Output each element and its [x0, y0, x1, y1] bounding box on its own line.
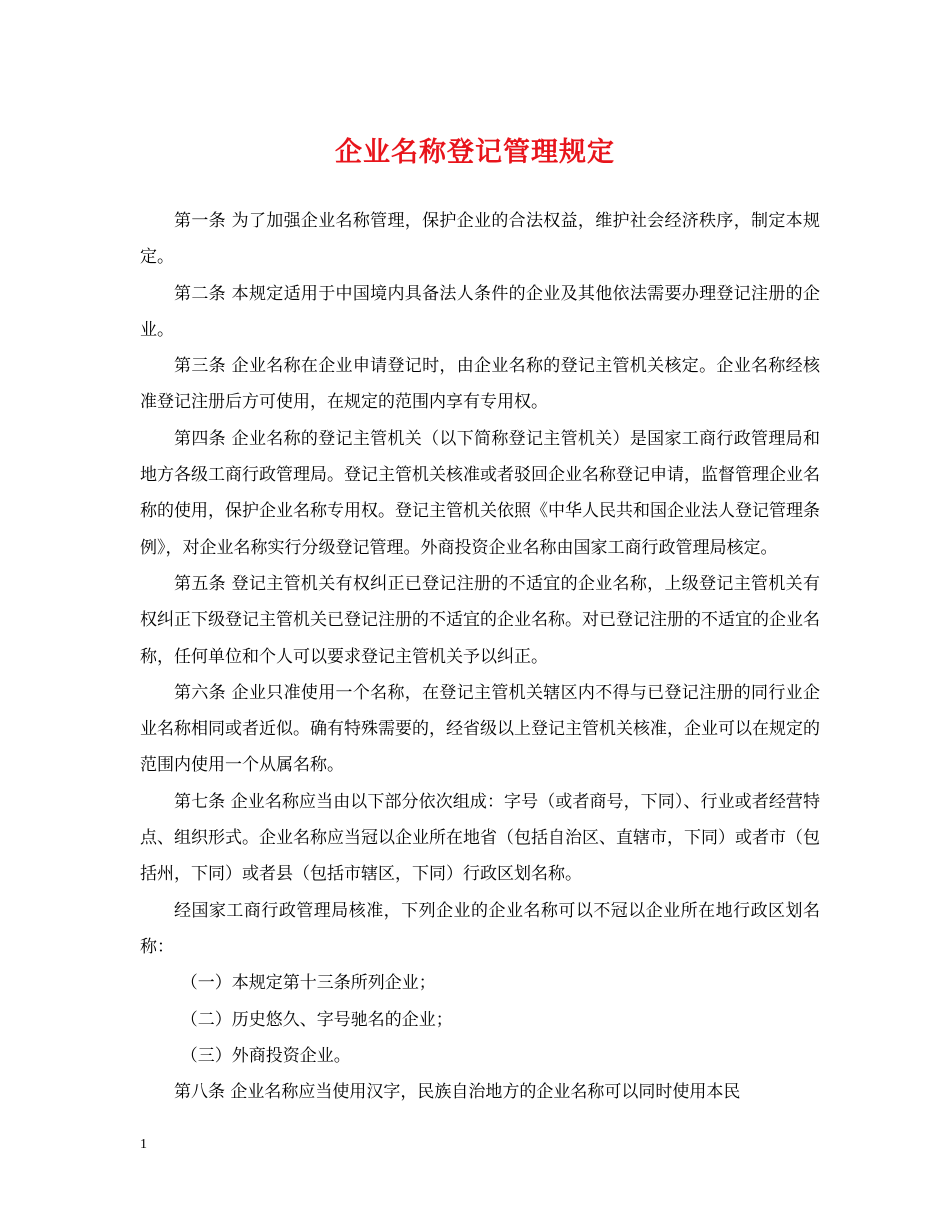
page-number: 1: [140, 1137, 147, 1152]
article-1: 第一条 为了加强企业名称管理，保护企业的合法权益，维护社会经济秩序，制定本规定。: [140, 211, 820, 268]
article-5: 第五条 登记主管机关有权纠正已登记注册的不适宜的企业名称，上级登记主管机关有权纠正下级登记主管机关已登记注册的不适宜的企业名称。对已登记注册的不适宜的企业名称，任何单位和个人可以要求登记主管机关予以纠正。: [140, 573, 820, 667]
list-item-1: （一）本规定第十三条所列企业；: [180, 973, 436, 994]
article-4: 第四条 企业名称的登记主管机关（以下简称登记主管机关）是国家工商行政管理局和地方各级工商行政管理局。登记主管机关核准或者驳回企业名称登记申请，监督管理企业名称的使用，保护企业名称专用权。登记主管机关依照《中华人民共和国企业法人登记管理条例》，对企业名称实行分级登记管理。外商投资企业名称由国家工商行政管理局核定。: [140, 428, 820, 558]
article-7-exception: 经国家工商行政管理局核准，下列企业的企业名称可以不冠以企业所在地行政区划名称：: [140, 900, 820, 957]
article-6: 第六条 企业只准使用一个名称，在登记主管机关辖区内不得与已登记注册的同行业企业名称相同或者近似。确有特殊需要的，经省级以上登记主管机关核准，企业可以在规定的范围内使用一个从属名称。: [140, 682, 820, 776]
article-3: 第三条 企业名称在企业申请登记时，由企业名称的登记主管机关核定。企业名称经核准登记注册后方可使用，在规定的范围内享有专用权。: [140, 356, 820, 413]
document-body: [140, 203, 820, 1110]
article-2: 第二条 本规定适用于中国境内具备法人条件的企业及其他依法需要办理登记注册的企业。: [140, 283, 820, 340]
list-item-2: （二）历史悠久、字号驰名的企业；: [180, 1009, 453, 1030]
article-7: 第七条 企业名称应当由以下部分依次组成：字号（或者商号，下同）、行业或者经营特点、组织形式。企业名称应当冠以企业所在地省（包括自治区、直辖市，下同）或者市（包括州，下同）或者县（包括市辖区，下同）行政区划名称。: [140, 791, 820, 885]
document-title: 企业名称登记管理规定: [335, 137, 615, 168]
list-item-3: （三）外商投资企业。: [180, 1045, 351, 1066]
article-8: 第八条 企业名称应当使用汉字，民族自治地方的企业名称可以同时使用本民: [174, 1082, 741, 1103]
